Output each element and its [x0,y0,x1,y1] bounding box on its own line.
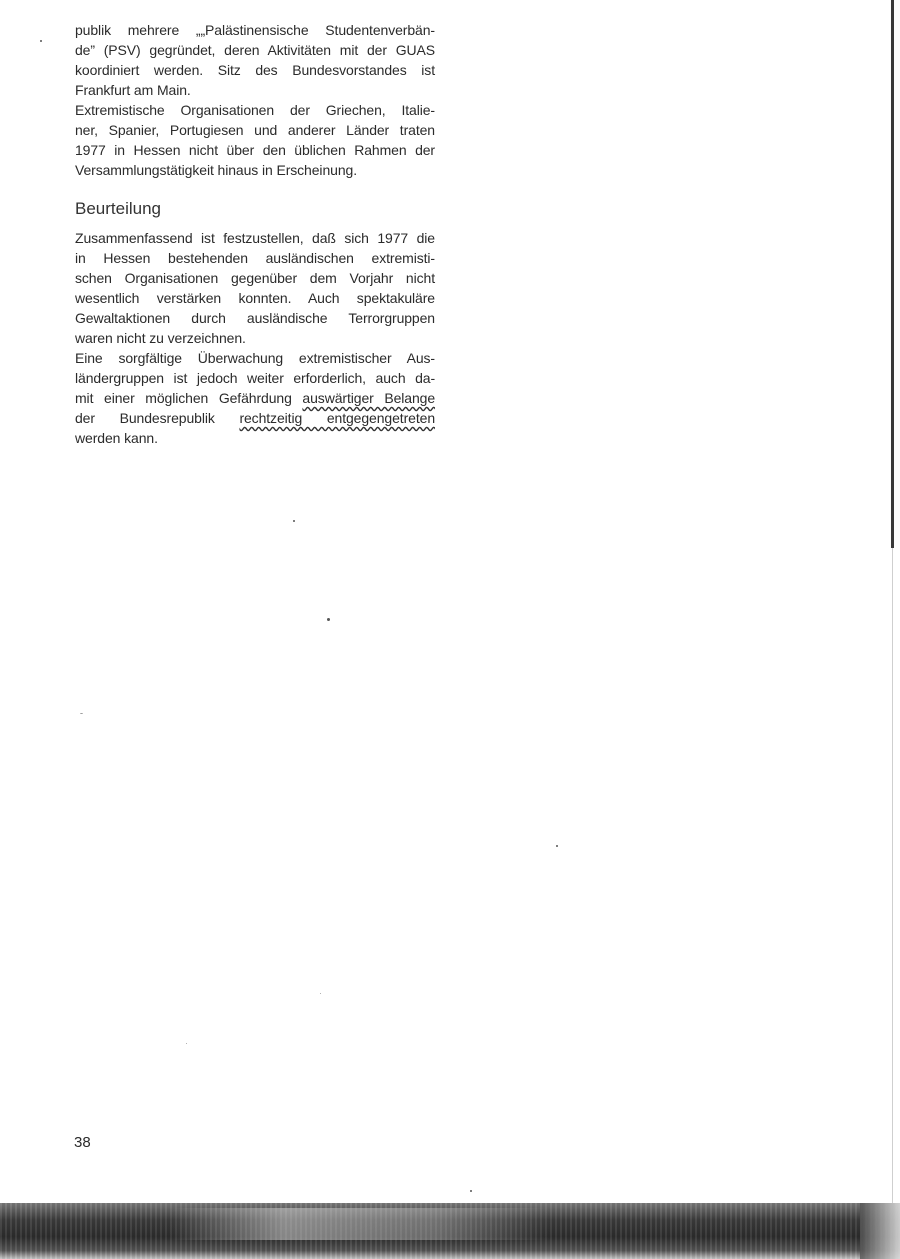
scan-page-edge-faint [892,548,893,1208]
text-line: de” (PSV) gegründet, deren Aktivitäten mit der GUAS [75,42,435,58]
text-fragment: der Bundesrepublik [75,410,240,426]
scan-speck [556,845,558,847]
scan-speck [186,1043,187,1044]
text-line: Versammlungstätigkeit hinaus in Erscheinung. [75,162,357,178]
paragraph-summary [75,228,435,348]
hand-underlined-text: auswärtiger Belange [302,390,436,406]
text-line: Zusammenfassend ist festzustellen, daß sich 1977 die [75,230,435,246]
text-line: 1977 in Hessen nicht über den üblichen Rahmen der [75,142,435,158]
text-line: Gewaltaktionen durch ausländische Terrorgruppen [75,310,435,326]
text-line: werden kann. [75,430,158,446]
scan-speck [80,713,83,714]
scan-shadow-highlight [170,1208,550,1240]
section-heading: Beurteilung [75,199,162,218]
text-line: Frankfurt am Main. [75,82,191,98]
text-line: waren nicht zu verzeichnen. [75,330,246,346]
paragraph-palestinian-organizations [75,20,435,100]
scan-speck [327,618,330,621]
scan-shadow-corner [860,1203,900,1259]
text-line [75,388,435,408]
scan-speck [320,993,321,994]
text-line: Eine sorgfältige Überwachung extremistischer Aus- [75,350,435,366]
text-column [75,20,435,448]
text-line: ländergruppen ist jedoch weiter erforderlich, auch da- [75,370,435,386]
text-line: Extremistische Organisationen der Griechen, Italie- [75,102,435,118]
text-line: koordiniert werden. Sitz des Bundesvorstandes ist [75,62,435,78]
text-line: ner, Spanier, Portugiesen und anderer Länder traten [75,122,435,138]
text-fragment: mit einer möglichen Gefährdung [75,390,303,406]
page-number: 38 [74,1134,91,1151]
text-line: schen Organisationen gegenüber dem Vorjahr nicht [75,270,435,286]
scan-speck [40,40,42,42]
text-line [75,408,435,428]
text-line: in Hessen bestehenden ausländischen extremisti- [75,250,435,266]
text-line: publik mehrere „„Palästinensische Studentenverbän- [75,22,435,38]
scan-page-edge [891,0,894,548]
hand-underlined-text: rechtzeitig entgegengetreten [239,410,435,426]
scan-speck [470,1190,472,1192]
paragraph-other-nationalities [75,100,435,180]
scan-speck [293,520,295,522]
paragraph-surveillance [75,348,435,448]
text-line: wesentlich verstärken konnten. Auch spektakuläre [75,290,435,306]
